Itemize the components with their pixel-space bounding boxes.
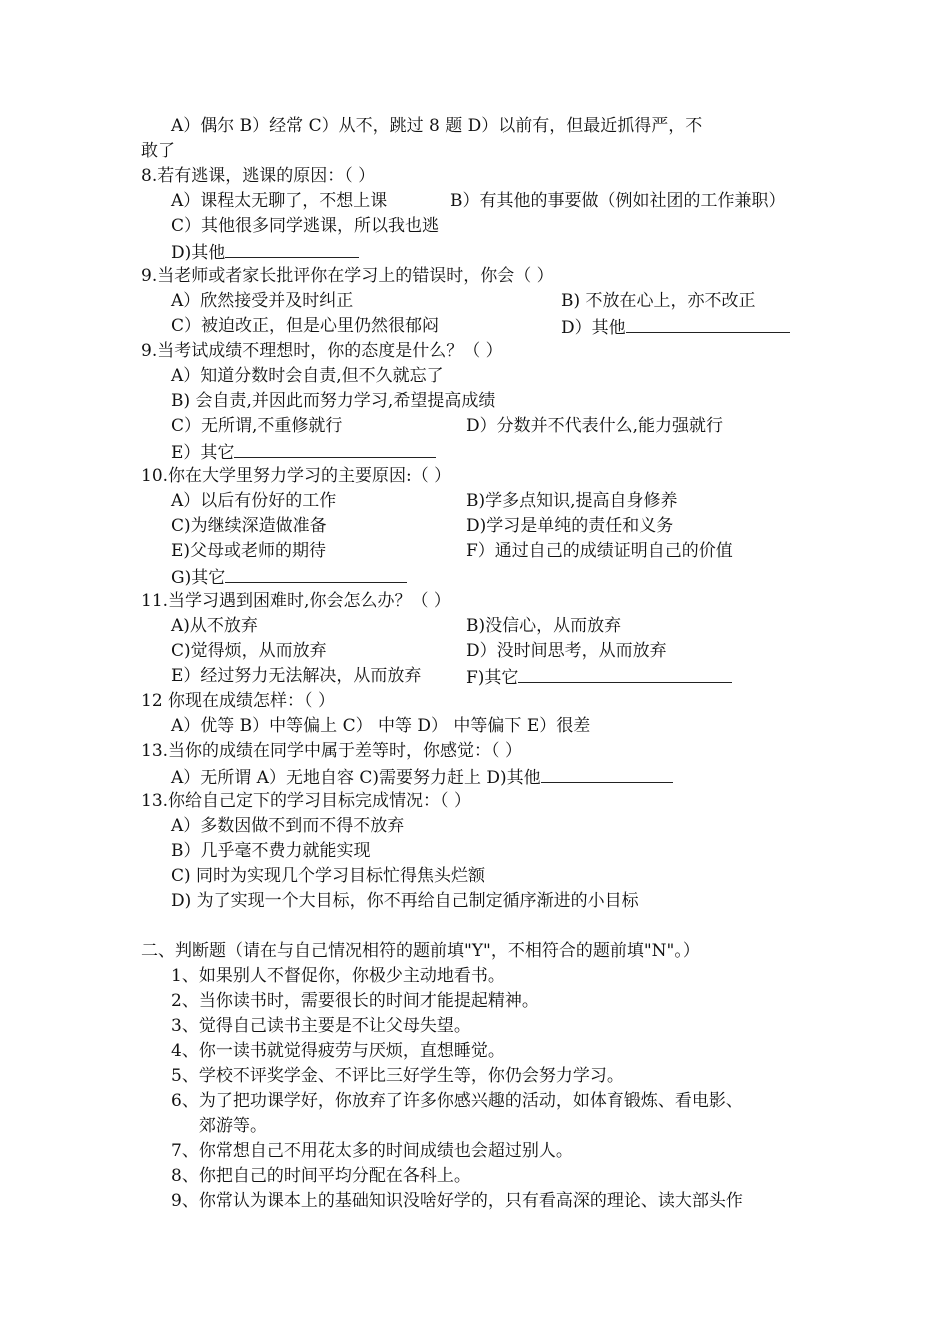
- q11-option-f: F)其它: [466, 668, 519, 688]
- judge-item-text: 5、学校不评奖学金、不评比三好学生等，你仍会努力学习。: [171, 1066, 624, 1086]
- judge-item-text: 6、为了把功课学好，你放弃了许多你感兴趣的活动，如体育锻炼、看电影、: [171, 1091, 743, 1111]
- q11-stem-text: 11.当学习遇到困难时,你会怎么办？（ ）: [141, 591, 451, 611]
- q9b-option-b: B) 会自责,并因此而努力学习,希望提高成绩: [171, 391, 496, 411]
- judge-item-6-wrap: [0, 1114, 950, 1139]
- q13b-stem-text: 13.你给自己定下的学习目标完成情况：（ ）: [141, 791, 471, 811]
- q9a-option-row2: [0, 314, 950, 339]
- q13b-option-a-text: A）多数因做不到而不得不放弃: [171, 816, 405, 836]
- q13b-option-b-text: B）几乎毫不费力就能实现: [171, 841, 371, 861]
- q10-option-row2: [0, 514, 950, 539]
- judge-item-3: [0, 1014, 950, 1039]
- judge-item-text: 9、你常认为课本上的基础知识没啥好学的，只有看高深的理论、读大部头作: [171, 1191, 743, 1211]
- q10-option-row4: [0, 564, 950, 589]
- judge-item-2: [0, 989, 950, 1014]
- answer-blank: [518, 664, 732, 683]
- q7-options-text: A）偶尔 B）经常 C）从不，跳过 8 题 D）以前有，但最近抓得严，不: [171, 116, 703, 136]
- judge-item-text: 郊游等。: [199, 1116, 267, 1136]
- q10-stem: [0, 464, 950, 489]
- q9a-stem: [0, 264, 950, 289]
- judge-item-8: [0, 1164, 950, 1189]
- q8-option-b: B）有其他的事要做（例如社团的工作兼职）: [450, 191, 786, 211]
- q9b-stem: [0, 339, 950, 364]
- q8-option-a: A）课程太无聊了，不想上课: [171, 191, 388, 211]
- q9a-option-a: A）欣然接受并及时纠正: [171, 291, 354, 311]
- q7-options: [0, 114, 950, 139]
- judge-item-text: 3、觉得自己读书主要是不让父母失望。: [171, 1016, 471, 1036]
- q8-stem: [0, 164, 950, 189]
- answer-blank: [626, 314, 790, 333]
- q10-option-b: B)学多点知识,提高自身修养: [466, 491, 678, 511]
- q9b-option-row2: [0, 389, 950, 414]
- q12-options-text: A）优等 B）中等偏上 C） 中等 D） 中等偏下 E）很差: [171, 716, 591, 736]
- section-spacer: [0, 914, 950, 939]
- q11-option-a: A)从不放弃: [171, 616, 258, 636]
- judge-item-text: 1、如果别人不督促你，你极少主动地看书。: [171, 966, 505, 986]
- q9a-option-b: B) 不放在心上，亦不改正: [561, 291, 756, 311]
- judge-item-7: [0, 1139, 950, 1164]
- q11-stem: [0, 589, 950, 614]
- q10-option-e: E)父母或老师的期待: [171, 541, 327, 561]
- q11-option-c: C)觉得烦，从而放弃: [171, 641, 327, 661]
- q11-option-e: E）经过努力无法解决，从而放弃: [171, 666, 422, 686]
- q7-options-wrap: [0, 139, 950, 164]
- answer-blank: [225, 564, 407, 583]
- q9b-option-d: D）分数并不代表什么,能力强就行: [466, 416, 724, 436]
- q8-option-c: C）其他很多同学逃课，所以我也逃: [171, 216, 440, 236]
- q11-option-row3: [0, 664, 950, 689]
- answer-blank: [225, 239, 359, 258]
- q13a-stem: [0, 739, 950, 764]
- judge-item-9: [0, 1189, 950, 1214]
- judge-item-1: [0, 964, 950, 989]
- q12-stem: [0, 689, 950, 714]
- q9a-option-d: D）其他: [561, 318, 626, 338]
- q9b-option-row1: [0, 364, 950, 389]
- q9b-option-c: C）无所谓,不重修就行: [171, 416, 343, 436]
- q7-options-wrap-text: 敢了: [141, 141, 175, 161]
- q13b-stem: [0, 789, 950, 814]
- q8-option-d: D)其他: [171, 243, 226, 263]
- q9b-option-row3: [0, 414, 950, 439]
- q10-option-row3: [0, 539, 950, 564]
- q13b-option-b: [0, 839, 950, 864]
- q9a-stem-text: 9.当老师或者家长批评你在学习上的错误时，你会（ ）: [141, 266, 554, 286]
- q13b-option-c: [0, 864, 950, 889]
- q12-stem-text: 12 你现在成绩怎样：（ ）: [141, 691, 335, 711]
- q9b-option-a: A）知道分数时会自责,但不久就忘了: [171, 366, 444, 386]
- q10-option-g: G)其它: [171, 568, 226, 588]
- q13a-stem-text: 13.当你的成绩在同学中属于差等时，你感觉：（ ）: [141, 741, 522, 761]
- q8-option-row1: [0, 189, 950, 214]
- q9b-option-row4: [0, 439, 950, 464]
- q13b-option-d: [0, 889, 950, 914]
- q8-stem-text: 8.若有逃课，逃课的原因：（ ）: [141, 166, 376, 186]
- q11-option-row1: [0, 614, 950, 639]
- section2-heading-text: 二、判断题（请在与自己情况相符的题前填"Y"，不相符合的题前填"N"。）: [141, 941, 700, 961]
- q10-option-c: C)为继续深造做准备: [171, 516, 327, 536]
- q11-option-b: B)没信心，从而放弃: [466, 616, 622, 636]
- q13a-options: [0, 764, 950, 789]
- q9b-stem-text: 9.当考试成绩不理想时，你的态度是什么？（ ）: [141, 341, 503, 361]
- answer-blank: [234, 439, 436, 458]
- q13b-option-d-text: D) 为了实现一个大目标，你不再给自己制定循序渐进的小目标: [171, 891, 639, 911]
- judge-item-6: [0, 1089, 950, 1114]
- answer-blank: [541, 764, 673, 783]
- q10-option-f: F）通过自己的成绩证明自己的价值: [466, 541, 733, 561]
- q9a-option-c: C）被迫改正，但是心里仍然很郁闷: [171, 316, 440, 336]
- q8-option-row3: [0, 239, 950, 264]
- q11-option-d: D）没时间思考，从而放弃: [466, 641, 667, 661]
- judge-item-4: [0, 1039, 950, 1064]
- judge-item-text: 4、你一读书就觉得疲劳与厌烦，直想睡觉。: [171, 1041, 505, 1061]
- q13b-option-a: [0, 814, 950, 839]
- q10-stem-text: 10.你在大学里努力学习的主要原因:（ ）: [141, 466, 452, 486]
- judge-item-text: 8、你把自己的时间平均分配在各科上。: [171, 1166, 471, 1186]
- q13b-option-c-text: C) 同时为实现几个学习目标忙得焦头烂额: [171, 866, 486, 886]
- q10-option-a: A）以后有份好的工作: [171, 491, 337, 511]
- q11-option-row2: [0, 639, 950, 664]
- q9b-option-e: E）其它: [171, 443, 235, 463]
- q13a-options-text: A）无所谓 A）无地自容 C)需要努力赶上 D)其他: [171, 768, 541, 788]
- questionnaire-body: [0, 114, 950, 1214]
- judge-item-text: 7、你常想自己不用花太多的时间成绩也会超过别人。: [171, 1141, 573, 1161]
- judge-item-text: 2、当你读书时，需要很长的时间才能提起精神。: [171, 991, 539, 1011]
- q12-options: [0, 714, 950, 739]
- q10-option-d: D)学习是单纯的责任和义务: [466, 516, 674, 536]
- judge-item-5: [0, 1064, 950, 1089]
- q10-option-row1: [0, 489, 950, 514]
- q8-option-row2: [0, 214, 950, 239]
- section2-heading: [0, 939, 950, 964]
- q9a-option-row1: [0, 289, 950, 314]
